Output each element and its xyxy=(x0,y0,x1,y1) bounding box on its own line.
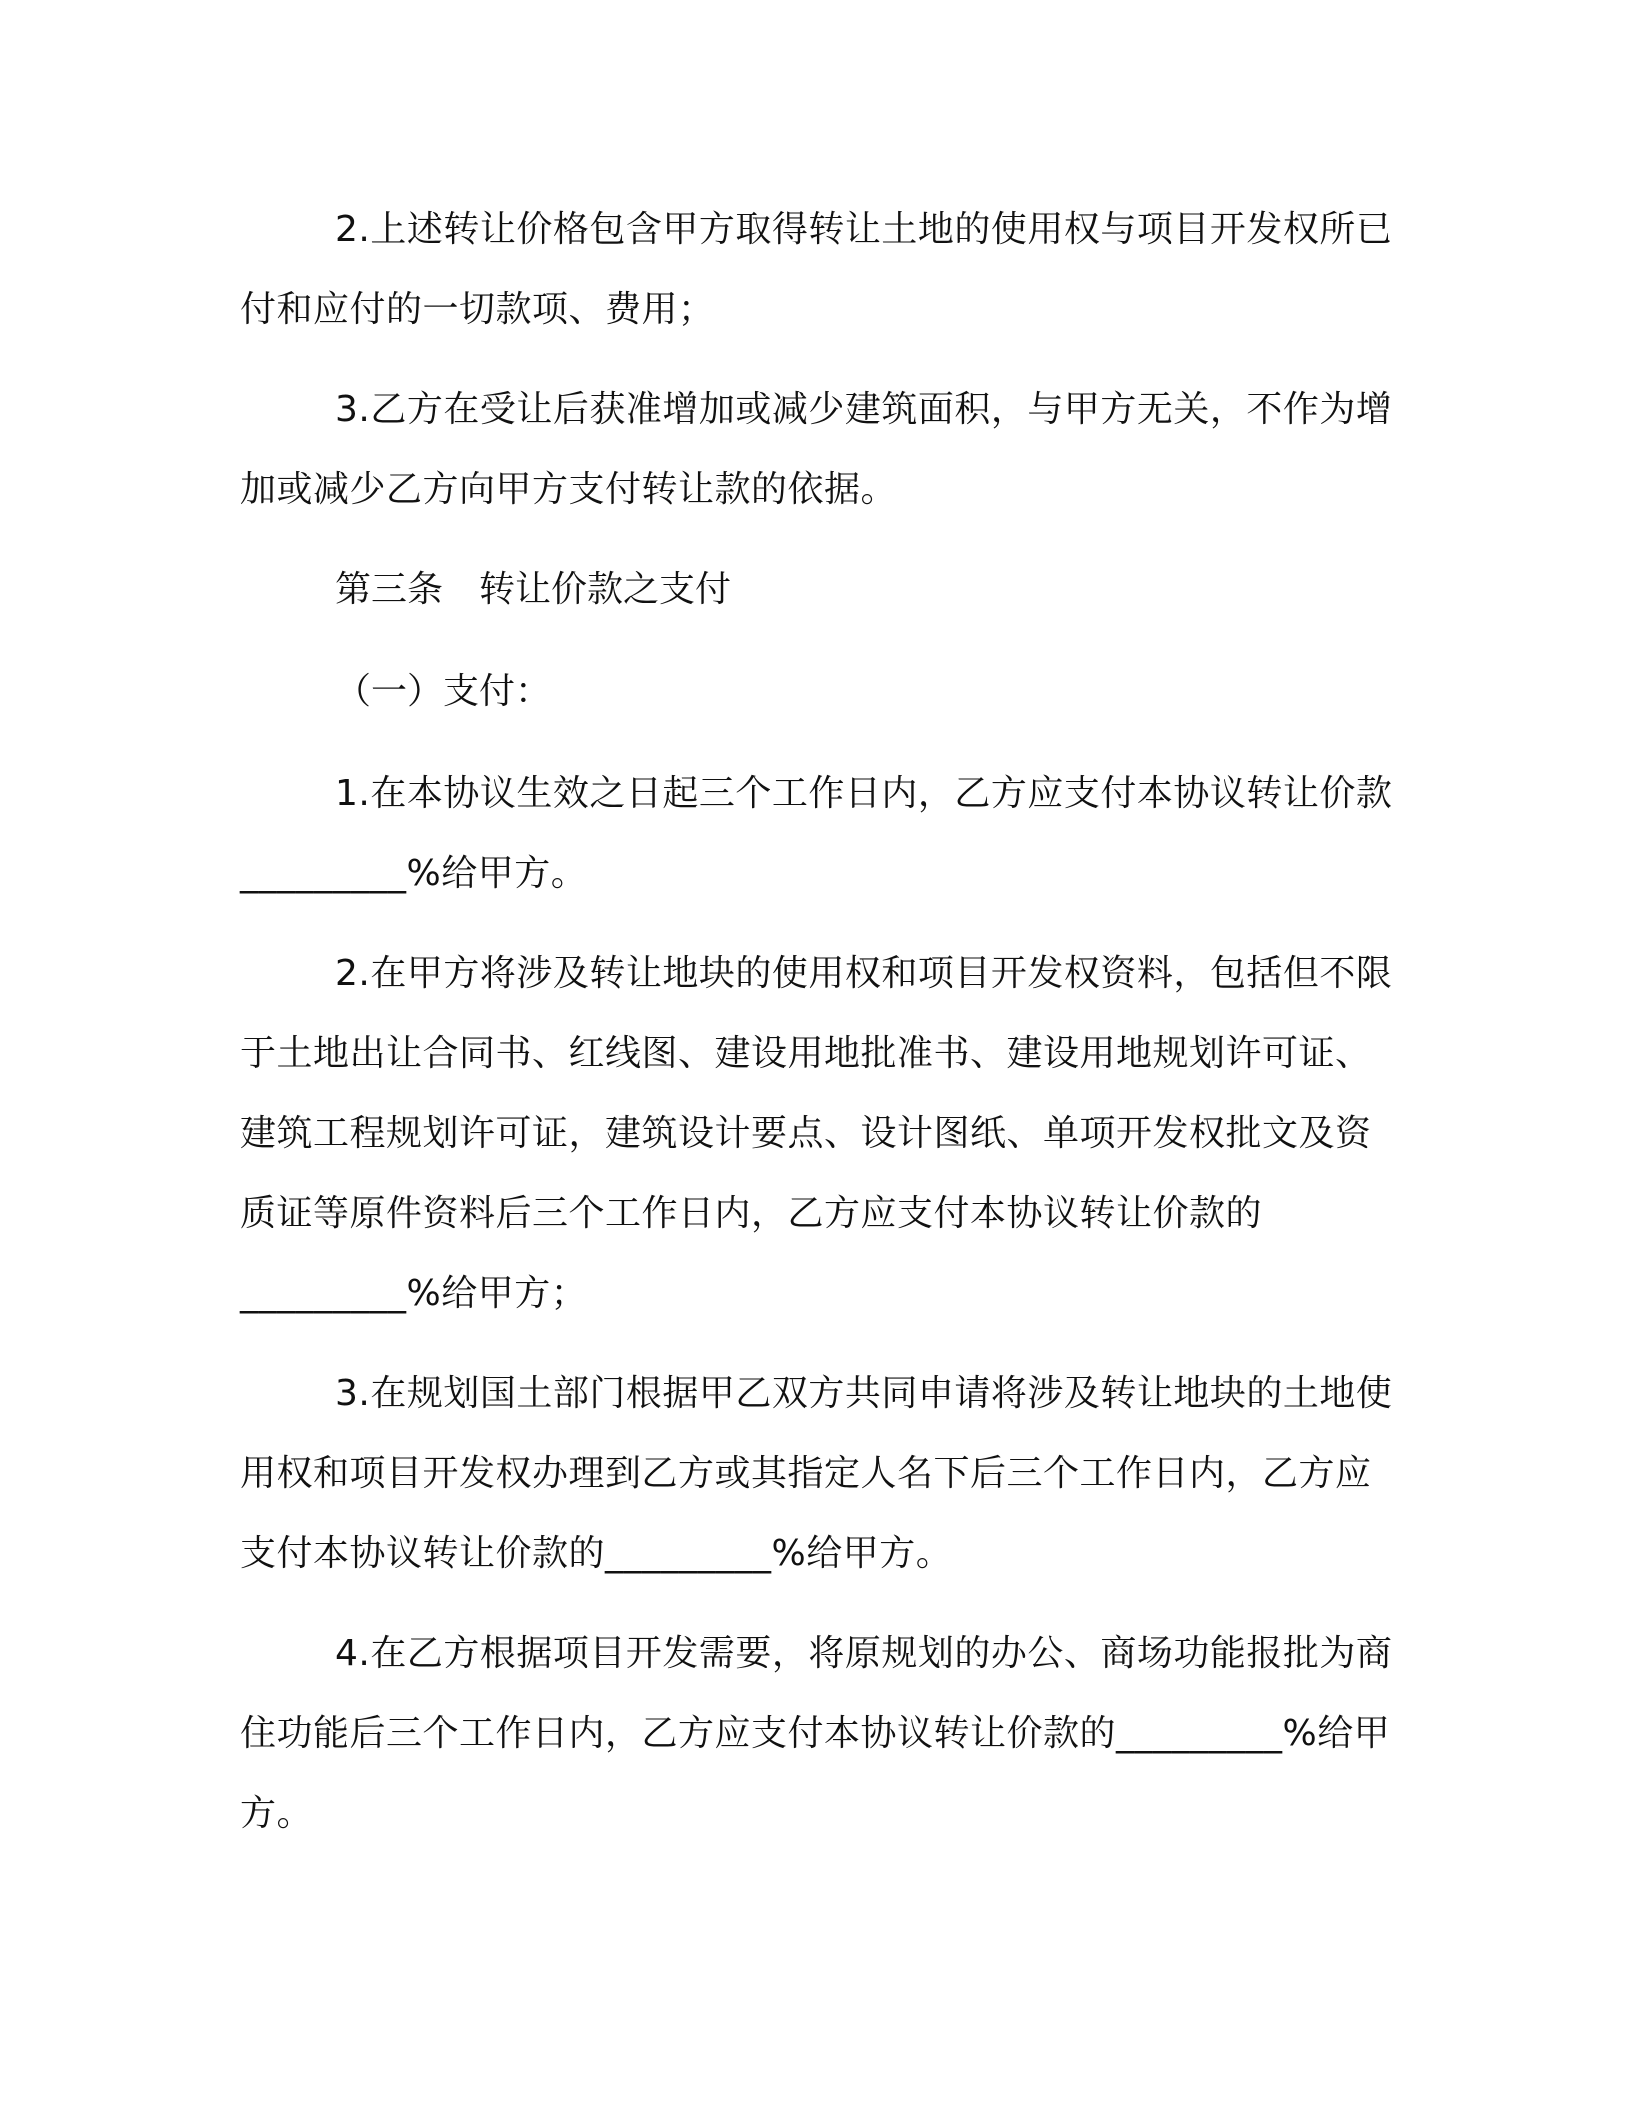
sub-heading: （一）支付： xyxy=(335,671,552,712)
payment-item-1: 1.在本协议生效之日起三个工作日内，乙方应支付本协议转让价款_________%给甲方。 xyxy=(240,773,1393,894)
payment-item-4: 4.在乙方根据项目开发需要，将原规划的办公、商场功能报批为商住功能后三个工作日内，乙方应支付本协议转让价款的_________%给甲方。 xyxy=(240,1633,1393,1834)
payment-item-2: 2.在甲方将涉及转让地块的使用权和项目开发权资料，包括但不限于土地出让合同书、红线图、建设用地批准书、建设用地规划许可证、建筑工程规划许可证，建筑设计要点、设计图纸、单项开发权批文及资质证等原件资料后三个工作日内，乙方应支付本协议转让价款的_________%给甲方； xyxy=(240,953,1393,1314)
paragraph-price-inclusion: 2.上述转让价格包含甲方取得转让土地的使用权与项目开发权所已付和应付的一切款项、费用； xyxy=(240,209,1393,330)
document-body xyxy=(240,190,1405,1874)
paragraph-area-change: 3.乙方在受让后获准增加或减少建筑面积，与甲方无关，不作为增加或减少乙方向甲方支付转让款的依据。 xyxy=(240,389,1393,510)
article-heading: 第三条 转让价款之支付 xyxy=(335,569,732,610)
payment-item-3: 3.在规划国土部门根据甲乙双方共同申请将涉及转让地块的土地使用权和项目开发权办理到乙方或其指定人名下后三个工作日内，乙方应支付本协议转让价款的_________%给甲方。 xyxy=(240,1373,1393,1574)
